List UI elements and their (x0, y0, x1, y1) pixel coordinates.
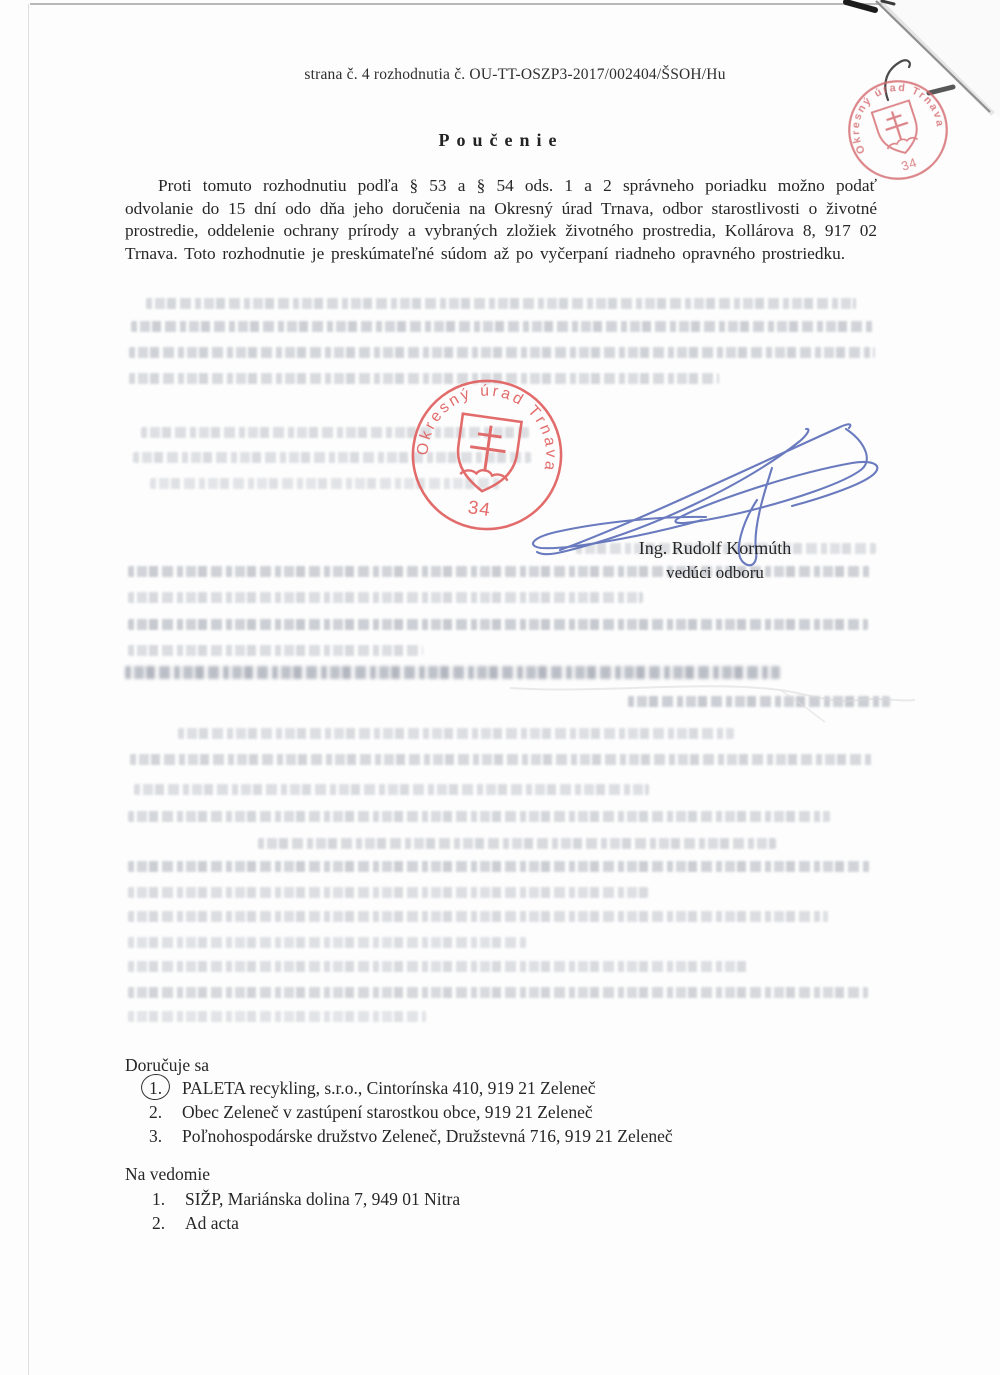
item-text: Poľnohospodárske družstvo Zeleneč, Družstevná 716, 919 21 Zeleneč (182, 1126, 673, 1146)
dark-corner-mark (846, 2, 875, 10)
stamp-number: 34 (899, 154, 919, 174)
page-header: strana č. 4 rozhodnutia č. OU-TT-OSZP3-2017/002404/ŠSOH/Hu (304, 66, 726, 83)
signatory-name: Ing. Rudolf Kormúth (638, 538, 792, 558)
item-text: PALETA recykling, s.r.o., Cintorínska 410, 919 21 Zeleneč (182, 1078, 596, 1098)
signatory-role: vedúci odboru (666, 563, 764, 582)
double-cross (467, 423, 509, 474)
item-number: 1. (149, 1078, 163, 1098)
item-text: SIŽP, Mariánska dolina 7, 949 01 Nitra (185, 1189, 461, 1209)
stamp-text: Okresný úrad Trnava (414, 382, 560, 475)
stamp-number: 34 (466, 496, 493, 521)
item-number: 2. (152, 1213, 166, 1233)
cc-heading: Na vedomie (125, 1164, 211, 1184)
item-number: 1. (152, 1189, 166, 1209)
appeal-instruction-paragraph: Proti tomuto rozhodnutiu podľa § 53 a § 54 ods. 1 a 2 správneho poriadku možno podať odvolanie do 15 dní odo dňa jeho doručenia na Okresný úrad Trnava, odbor starostlivosti o životné prostredie, oddelenie ochrany prírody a vybraných zložiek životného prostredia, Kollárova 8, 917 02 Trnava. Toto rozhodnutie je preskúmateľné súdom až po vyčerpaní riadneho opravného prostriedku. (125, 176, 877, 263)
item-number: 3. (149, 1126, 163, 1146)
section-title: Poučenie (438, 130, 564, 150)
item-text: Obec Zeleneč v zastúpení starostkou obce, 919 21 Zeleneč (182, 1102, 593, 1122)
item-text: Ad acta (185, 1213, 239, 1233)
stamp-text: Okresný úrad Trnava (849, 81, 947, 156)
paper-left-edge (28, 4, 29, 1375)
item-number: 2. (149, 1102, 163, 1122)
distribution-heading: Doručuje sa (125, 1055, 210, 1075)
paper-crease (480, 660, 920, 730)
